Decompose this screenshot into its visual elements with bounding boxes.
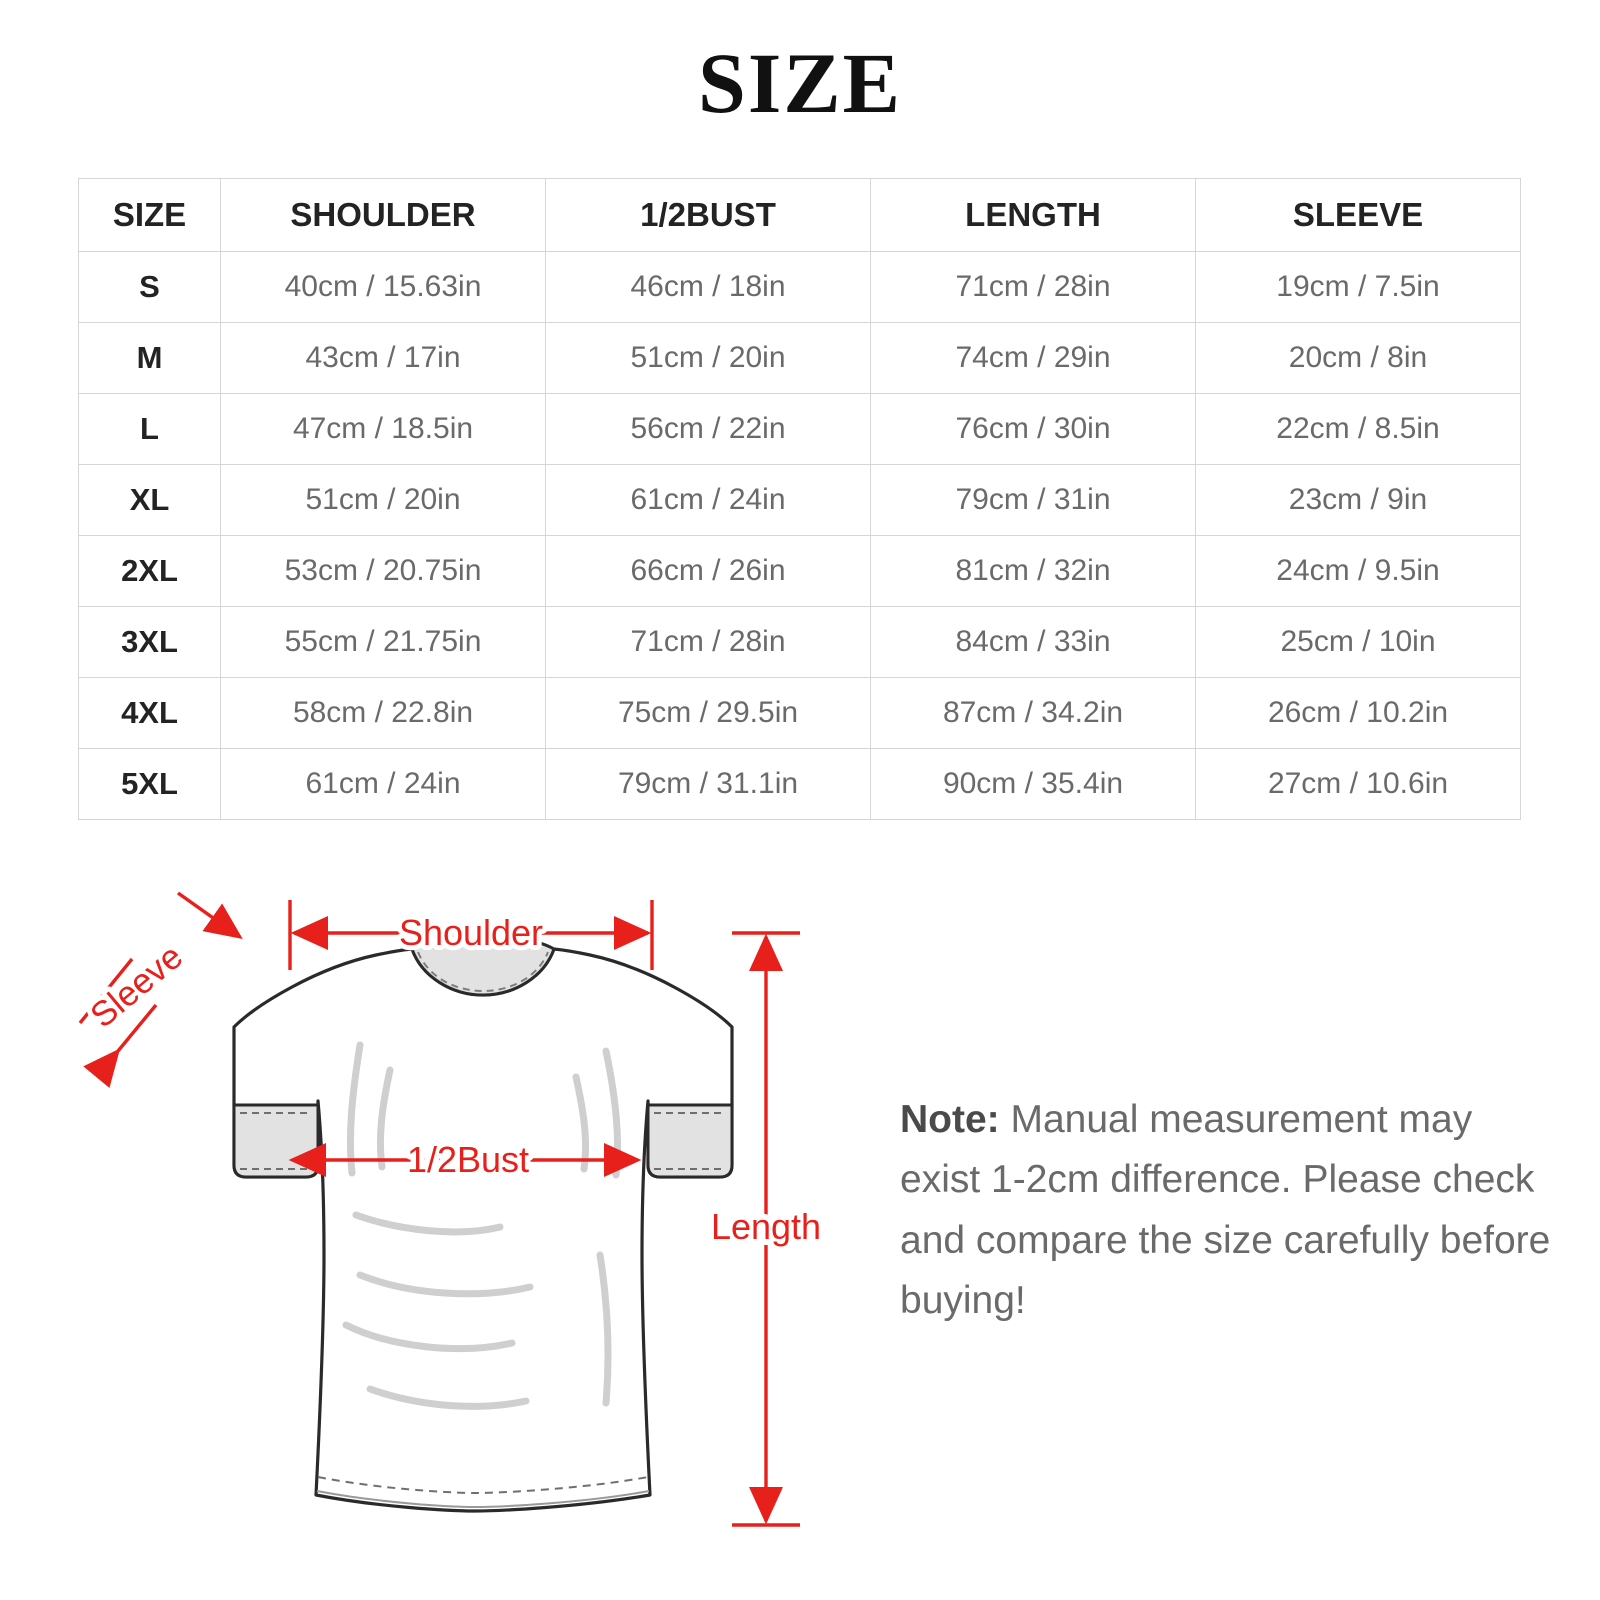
- cell-size: L: [79, 394, 221, 465]
- cell-length: 71cm / 28in: [871, 252, 1196, 323]
- table-row: [79, 536, 1521, 607]
- cell-bust: 79cm / 31.1in: [546, 749, 871, 820]
- table-row: [79, 394, 1521, 465]
- size-chart-table: [78, 178, 1521, 820]
- cell-shoulder: 55cm / 21.75in: [221, 607, 546, 678]
- cell-sleeve: 25cm / 10in: [1196, 607, 1521, 678]
- cell-sleeve: 23cm / 9in: [1196, 465, 1521, 536]
- cell-bust: 51cm / 20in: [546, 323, 871, 394]
- cell-size: 5XL: [79, 749, 221, 820]
- cell-length: 87cm / 34.2in: [871, 678, 1196, 749]
- cell-shoulder: 61cm / 24in: [221, 749, 546, 820]
- tshirt-measurement-diagram: [60, 855, 890, 1575]
- cell-bust: 71cm / 28in: [546, 607, 871, 678]
- note-text: Manual measurement may exist 1-2cm difference. Please check and compare the size carefully before buying!: [900, 1098, 1551, 1323]
- cell-bust: 46cm / 18in: [546, 252, 871, 323]
- cell-shoulder: 58cm / 22.8in: [221, 678, 546, 749]
- note-label: Note:: [900, 1098, 1000, 1141]
- cell-length: 79cm / 31in: [871, 465, 1196, 536]
- cell-length: 84cm / 33in: [871, 607, 1196, 678]
- cell-bust: 56cm / 22in: [546, 394, 871, 465]
- bust-label-text: 1/2Bust: [406, 1139, 530, 1180]
- cell-size: M: [79, 323, 221, 394]
- measurement-note: [900, 1090, 1560, 1332]
- table-header-row: [79, 179, 1521, 252]
- cell-shoulder: 51cm / 20in: [221, 465, 546, 536]
- cell-shoulder: 40cm / 15.63in: [221, 252, 546, 323]
- cell-bust: 75cm / 29.5in: [546, 678, 871, 749]
- cell-length: 74cm / 29in: [871, 323, 1196, 394]
- table-row: [79, 465, 1521, 536]
- cell-length: 81cm / 32in: [871, 536, 1196, 607]
- column-header-bust: 1/2BUST: [546, 179, 871, 252]
- cell-size: 2XL: [79, 536, 221, 607]
- cell-sleeve: 20cm / 8in: [1196, 323, 1521, 394]
- cell-bust: 66cm / 26in: [546, 536, 871, 607]
- length-label-text: Length: [710, 1206, 822, 1247]
- cell-bust: 61cm / 24in: [546, 465, 871, 536]
- cell-shoulder: 43cm / 17in: [221, 323, 546, 394]
- cell-size: 3XL: [79, 607, 221, 678]
- sleeve-label-text: Sleeve: [83, 936, 191, 1036]
- page-title: SIZE: [697, 35, 903, 131]
- cell-sleeve: 26cm / 10.2in: [1196, 678, 1521, 749]
- table-row: [79, 323, 1521, 394]
- cell-size: XL: [79, 465, 221, 536]
- column-header-sleeve: SLEEVE: [1196, 179, 1521, 252]
- cell-sleeve: 22cm / 8.5in: [1196, 394, 1521, 465]
- cell-sleeve: 24cm / 9.5in: [1196, 536, 1521, 607]
- cell-shoulder: 53cm / 20.75in: [221, 536, 546, 607]
- column-header-shoulder: SHOULDER: [221, 179, 546, 252]
- cell-size: 4XL: [79, 678, 221, 749]
- column-header-length: LENGTH: [871, 179, 1196, 252]
- cell-sleeve: 27cm / 10.6in: [1196, 749, 1521, 820]
- table-row: [79, 252, 1521, 323]
- tshirt-illustration: [234, 935, 732, 1511]
- cell-length: 76cm / 30in: [871, 394, 1196, 465]
- cell-shoulder: 47cm / 18.5in: [221, 394, 546, 465]
- table-row: [79, 678, 1521, 749]
- table-row: [79, 749, 1521, 820]
- column-header-size: SIZE: [79, 179, 221, 252]
- shoulder-label-text: Shoulder: [398, 912, 544, 953]
- cell-length: 90cm / 35.4in: [871, 749, 1196, 820]
- cell-sleeve: 19cm / 7.5in: [1196, 252, 1521, 323]
- table-row: [79, 607, 1521, 678]
- cell-size: S: [79, 252, 221, 323]
